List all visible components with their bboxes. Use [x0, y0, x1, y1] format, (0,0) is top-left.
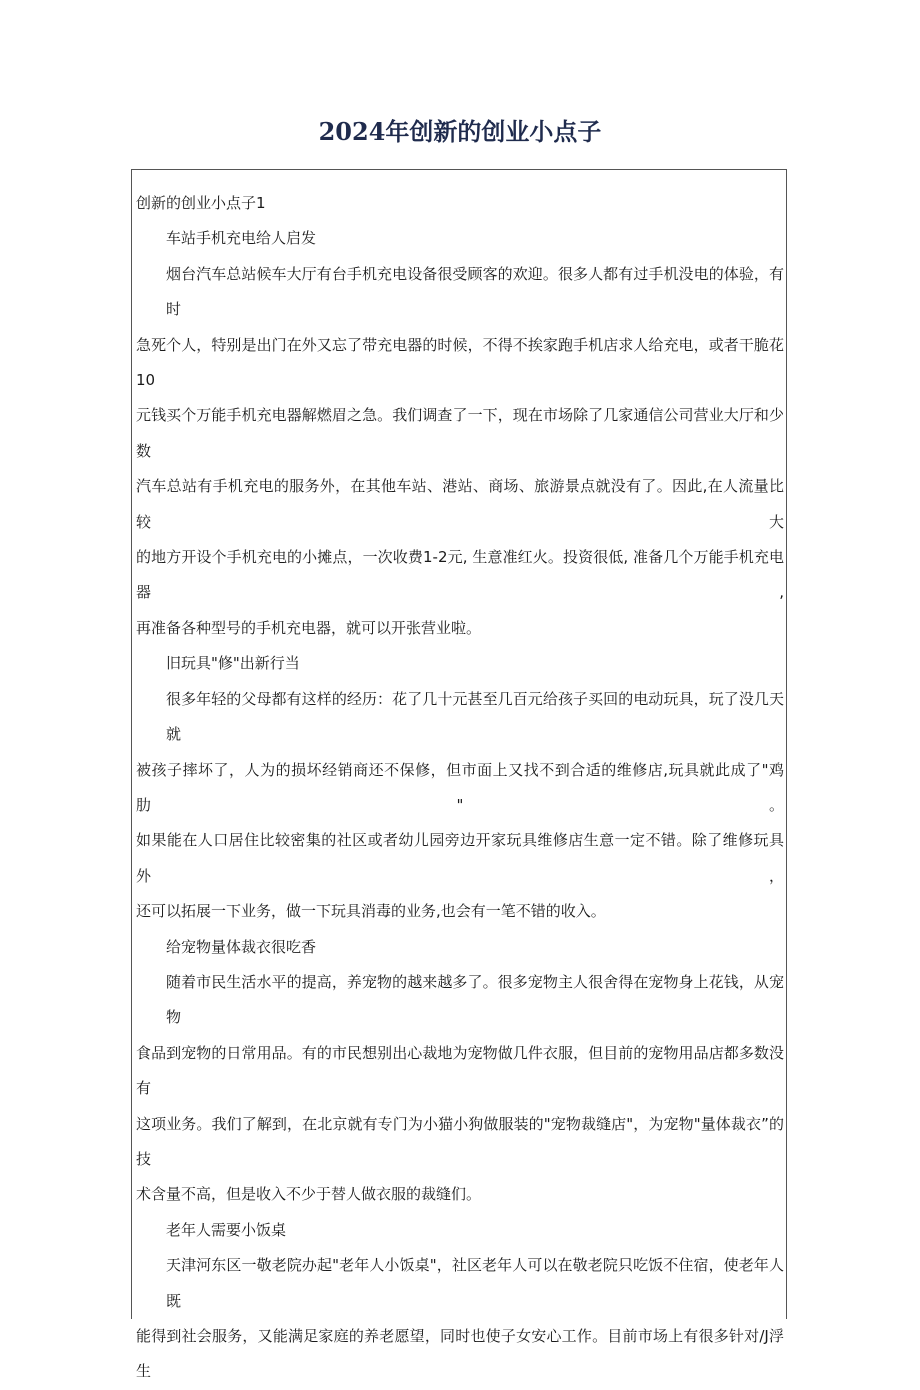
paragraph-line: 还可以拓展一下业务，做一下玩具消毒的业务,也会有一笔不错的收入。 — [136, 902, 606, 921]
paragraph-line: 元钱买个万能手机充电器解燃眉之急。我们调查了一下，现在市场除了几家通信公司营业大厅和少数 — [136, 406, 784, 460]
section-heading: 创新的创业小点子1 — [136, 194, 266, 212]
paragraph-line: 这项业务。我们了解到，在北京就有专门为小猫小狗做服装的"宠物裁缝店"，为宠物"量体裁衣”的技 — [136, 1114, 784, 1168]
paragraph-line: 很多年轻的父母都有这样的经历：花了几十元甚至几百元给孩子买回的电动玩具，玩了没几天就 — [166, 689, 784, 744]
paragraph-line: 被孩子摔坏了，人为的损坏经销商还不保修，但市面上又找不到合适的维修店,玩具就此成了"鸡肋"。 — [136, 760, 784, 814]
document-body — [136, 186, 784, 1390]
document-title: 2024年创新的创业小点子 — [318, 117, 602, 146]
subheading-phone-charging: 车站手机充电给人启发 — [166, 229, 317, 248]
paragraph-line: 食品到宠物的日常用品。有的市民想别出心裁地为宠物做几件衣服，但目前的宠物用品店都多数没有 — [136, 1043, 784, 1098]
subheading-elderly-dining: 老年人需要小饭桌 — [166, 1220, 287, 1239]
subheading-toy-repair: 旧玩具"修"出新行当 — [166, 654, 300, 673]
paragraph-line: 再准备各种型号的手机充电器，就可以开张营业啦。 — [136, 618, 482, 637]
paragraph-line: 术含量不高，但是收入不少于替人做衣服的裁缝们。 — [136, 1185, 482, 1204]
paragraph-line: 如果能在人口居住比较密集的社区或者幼儿园旁边开家玩具维修店生意一定不错。除了维修玩具外， — [136, 831, 784, 885]
paragraph-line: 汽车总站有手机充电的服务外，在其他车站、港站、商场、旅游景点就没有了。因此,在人流量比较大 — [136, 477, 784, 531]
paragraph-line: 天津河东区一敬老院办起"老年人小饭桌"，社区老年人可以在敬老院只吃饭不住宿，使老年人既 — [166, 1256, 784, 1310]
paragraph-line: 急死个人，特别是出门在外又忘了带充电器的时候，不得不挨家跑手机店求人给充电，或者干脆花10 — [136, 335, 784, 390]
paragraph-line: 烟台汽车总站候车大厅有台手机充电设备很受顾客的欢迎。很多人都有过手机没电的体验，有时 — [166, 264, 784, 319]
subheading-pet-tailoring: 给宠物量体裁衣很吃香 — [166, 937, 317, 956]
paragraph-line: 随着市民生活水平的提高，养宠物的越来越多了。很多宠物主人很舍得在宠物身上花钱，从宠物 — [166, 972, 784, 1027]
paragraph-line: 的地方开设个手机充电的小摊点，一次收费1-2元, 生意准红火。投资很低, 准备几个万能手机充电器, — [136, 548, 784, 602]
paragraph-line: 能得到社会服务，又能满足家庭的养老愿望，同时也使子女安心工作。目前市场上有很多针对/J浮生 — [136, 1327, 784, 1381]
